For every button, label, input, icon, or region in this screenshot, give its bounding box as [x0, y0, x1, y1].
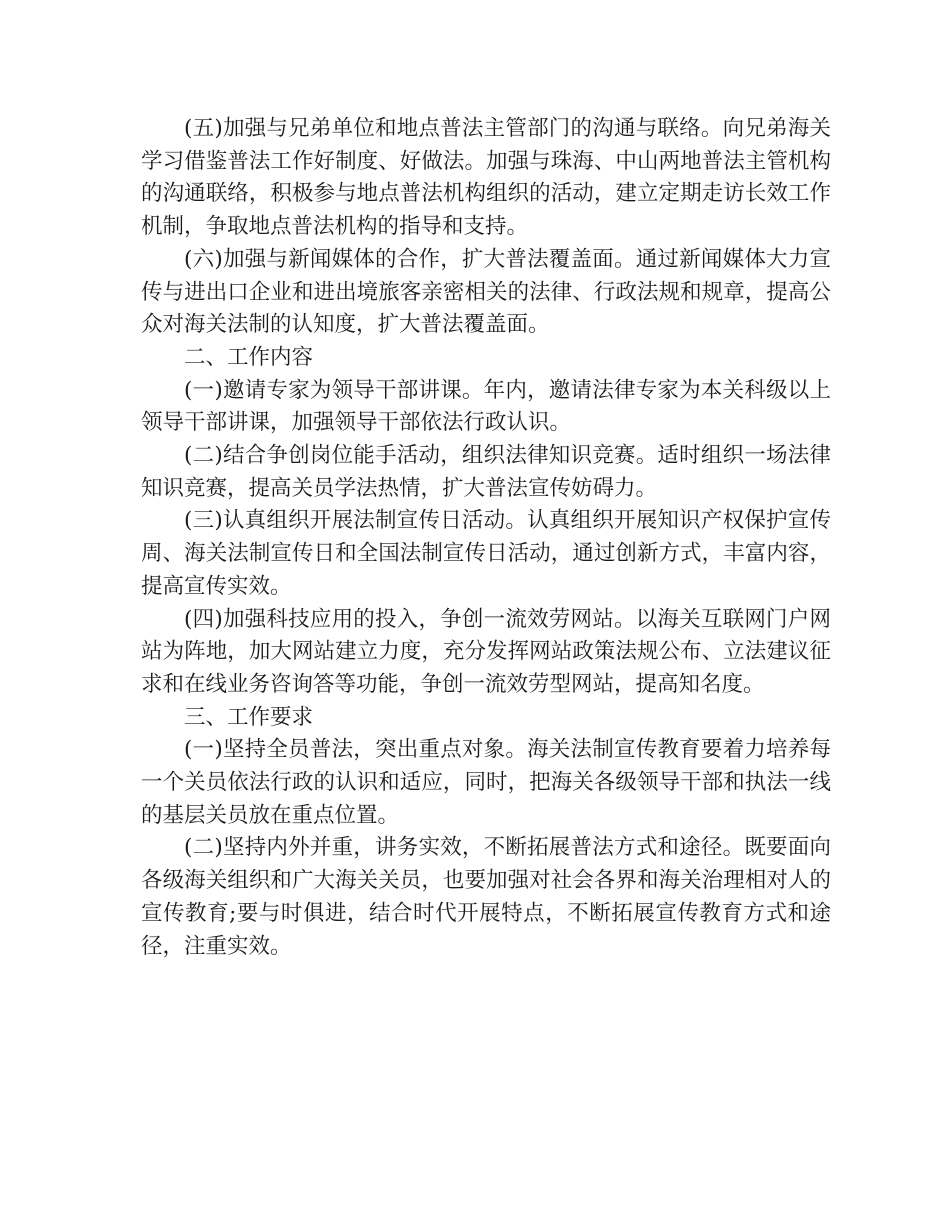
paragraph-section2-item1: (一)邀请专家为领导干部讲课。年内，邀请法律专家为本关科级以上领导干部讲课，加强领导干部依法行政认识。 — [141, 377, 831, 436]
document-page — [141, 113, 831, 963]
paragraph-section1-item5: (五)加强与兄弟单位和地点普法主管部门的沟通与联络。向兄弟海关学习借鉴普法工作好制度、好做法。加强与珠海、中山两地普法主管机构的沟通联络，积极参与地点普法机构组织的活动，建立定期走访长效工作机制，争取地点普法机构的指导和支持。 — [141, 116, 831, 240]
paragraph-section2-item2: (二)结合争创岗位能手活动，组织法律知识竞赛。适时组织一场法律知识竞赛，提高关员学法热情，扩大普法宣传妨碍力。 — [141, 443, 831, 501]
section-heading-work-content: 二、工作内容 — [184, 344, 314, 370]
paragraph-section3-item2: (二)坚持内外并重，讲务实效，不断拓展普法方式和途径。既要面向各级海关组织和广大海关关员，也要加强对社会各界和海关治理相对人的宣传教育;要与时俱进，结合时代开展特点，不断拓展宣传教育方式和途径，注重实效。 — [141, 835, 831, 959]
paragraph-section2-item3: (三)认真组织开展法制宣传日活动。认真组织开展知识产权保护宣传周、海关法制宣传日和全国法制宣传日活动，通过创新方式，丰富内容，提高宣传实效。 — [141, 508, 831, 599]
paragraph-section3-item1: (一)坚持全员普法，突出重点对象。海关法制宣传教育要着力培养每一个关员依法行政的认识和适应，同时，把海关各级领导干部和执法一线的基层关员放在重点位置。 — [141, 737, 831, 828]
paragraph-section1-item6: (六)加强与新闻媒体的合作，扩大普法覆盖面。通过新闻媒体大力宣传与进出口企业和进出境旅客亲密相关的法律、行政法规和规章，提高公众对海关法制的认知度，扩大普法覆盖面。 — [141, 246, 831, 338]
paragraph-section2-item4: (四)加强科技应用的投入，争创一流效劳网站。以海关互联网门户网站为阵地，加大网站建立力度，充分发挥网站政策法规公布、立法建议征求和在线业务咨询答等功能，争创一流效劳型网站，提高知名度。 — [141, 606, 831, 697]
section-heading-work-requirements: 三、工作要求 — [184, 704, 314, 730]
